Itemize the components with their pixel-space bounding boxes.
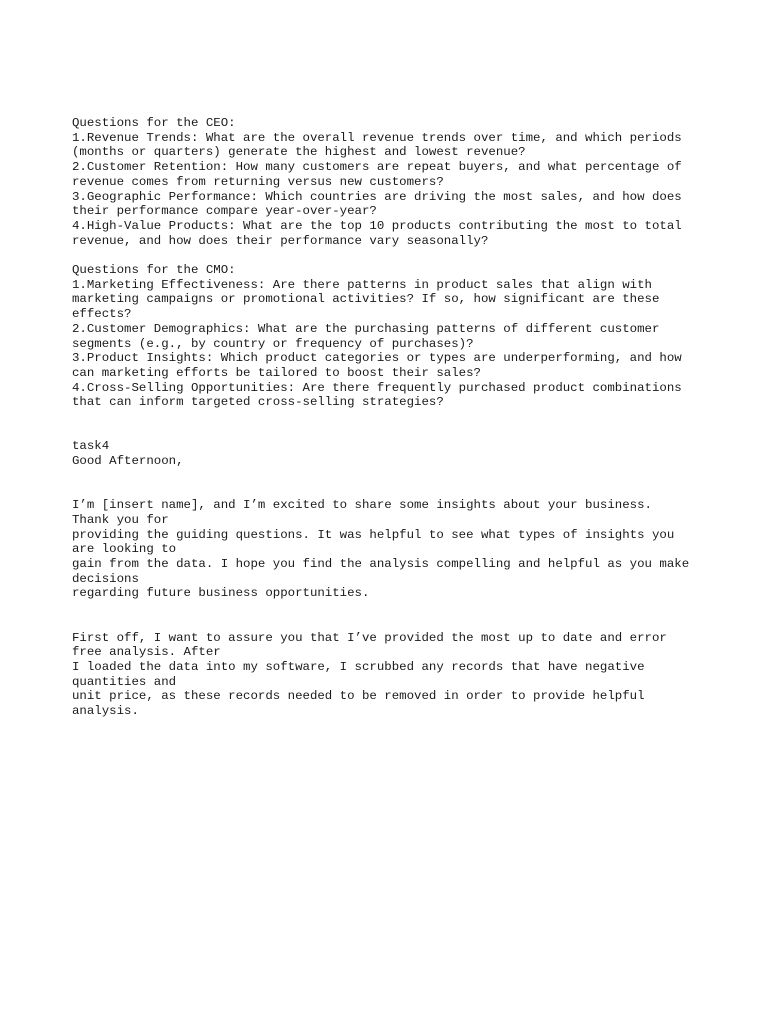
spacer xyxy=(72,410,712,439)
task-header xyxy=(72,439,712,468)
cmo-question-line: 2.Customer Demographics: What are the purchasing patterns of different customer xyxy=(72,321,660,336)
ceo-questions-heading: Questions for the CEO: xyxy=(72,116,236,130)
cmo-question-line: 4.Cross-Selling Opportunities: Are there frequently purchased product combinations xyxy=(72,380,682,395)
ceo-question-line: 4.High-Value Products: What are the top 10 products contributing the most to total xyxy=(72,218,682,233)
cmo-questions-section xyxy=(72,263,712,410)
cleaning-line: quantities and xyxy=(72,674,177,689)
cmo-question-line: marketing campaigns or promotional activities? If so, how significant are these xyxy=(72,292,660,307)
ceo-question-line: their performance compare year-over-year? xyxy=(72,204,377,219)
intro-paragraph xyxy=(72,498,712,601)
cmo-questions-heading: Questions for the CMO: xyxy=(72,263,236,278)
greeting: Good Afternoon, xyxy=(72,454,184,469)
spacer xyxy=(72,248,712,263)
cleaning-line: analysis. xyxy=(72,704,139,719)
spacer xyxy=(72,469,712,498)
ceo-question-line: 2.Customer Retention: How many customers are repeat buyers, and what percentage of xyxy=(72,160,682,175)
data-cleaning-paragraph xyxy=(72,631,712,719)
ceo-questions-section xyxy=(72,116,712,248)
cmo-question-line: that can inform targeted cross-selling strategies? xyxy=(72,395,444,410)
intro-line: I’m [insert name], and I’m excited to share some insights about your business. xyxy=(72,498,652,513)
cleaning-line: I loaded the data into my software, I scrubbed any records that have negative xyxy=(72,659,645,674)
intro-line: regarding future business opportunities. xyxy=(72,586,370,601)
intro-line: providing the guiding questions. It was helpful to see what types of insights you xyxy=(72,527,675,542)
intro-line: gain from the data. I hope you find the analysis compelling and helpful as you make xyxy=(72,557,690,572)
intro-line: Thank you for xyxy=(72,512,169,527)
document-page xyxy=(72,116,712,719)
cleaning-line: First off, I want to assure you that I’ve provided the most up to date and error xyxy=(72,630,667,645)
intro-line: decisions xyxy=(72,571,139,586)
cmo-question-line: 1.Marketing Effectiveness: Are there patterns in product sales that align with xyxy=(72,277,652,292)
cmo-question-line: segments (e.g., by country or frequency of purchases)? xyxy=(72,336,474,351)
ceo-question-line: revenue, and how does their performance vary seasonally? xyxy=(72,233,489,248)
ceo-question-line: 3.Geographic Performance: Which countries are driving the most sales, and how does xyxy=(72,189,682,204)
ceo-question-line: revenue comes from returning versus new customers? xyxy=(72,174,444,189)
ceo-question-line: 1.Revenue Trends: What are the overall revenue trends over time, and which periods xyxy=(72,130,682,145)
intro-line: are looking to xyxy=(72,542,177,557)
cmo-question-line: 3.Product Insights: Which product categories or types are underperforming, and how xyxy=(72,351,682,366)
task-label: task4 xyxy=(72,439,110,454)
spacer xyxy=(72,601,712,630)
cleaning-line: unit price, as these records needed to be removed in order to provide helpful xyxy=(72,689,645,704)
cleaning-line: free analysis. After xyxy=(72,645,221,660)
cmo-question-line: can marketing efforts be tailored to boost their sales? xyxy=(72,365,481,380)
ceo-question-line: (months or quarters) generate the highest and lowest revenue? xyxy=(72,145,526,160)
cmo-question-line: effects? xyxy=(72,307,132,322)
